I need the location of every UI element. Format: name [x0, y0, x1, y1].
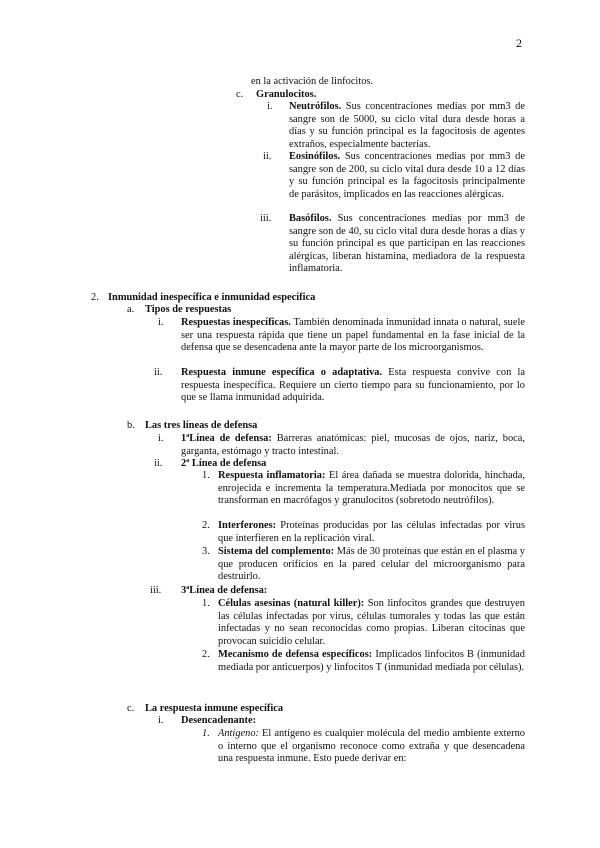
granulocitos-heading: Granulocitos.	[256, 89, 317, 100]
section-a-marker: a.	[127, 304, 135, 315]
respuesta-especifica-marker: ii.	[154, 367, 163, 378]
segunda-linea-marker: ii.	[154, 458, 163, 469]
section-2-marker: 2.	[91, 292, 99, 303]
celulas-asesinas-item: Células asesinas (natural killer): Son linfocitos grandes que destruyen las células infectadas por virus, células tumorales y todas las que están infectadas y no sean reconocidas como propias. Liberan citocinas que provocan suicidio celular.	[218, 598, 525, 647]
antigeno-marker: 1.	[202, 728, 210, 739]
desencadenante-marker: i.	[158, 715, 164, 726]
section-b-heading: Las tres líneas de defensa	[145, 420, 258, 431]
tercera-linea-heading: 3ªLínea de defensa:	[181, 585, 268, 596]
section-b-marker: b.	[127, 420, 135, 431]
primera-linea-marker: i.	[158, 433, 164, 444]
respuestas-inespecificas-item: Respuestas inespecíficas. También denominada inmunidad innata o natural, suele ser una respuesta rápida que tiene un papel fundamental en la fase inicial de la defensa que se desencadena ante la mayor parte de los microorganismos.	[181, 317, 525, 353]
section-2-heading: Inmunidad inespecífica e inmunidad específica	[108, 292, 316, 303]
respuesta-especifica-item: Respuesta inmune específica o adaptativa. Esta respuesta convive con la respuesta inespecífica. Requiere un cierto tiempo para su funcionamiento, por lo que se llama inmunidad adquirida.	[181, 367, 525, 403]
section-c-marker: c.	[127, 703, 135, 714]
page-number: 2	[516, 36, 522, 50]
section-a-heading: Tipos de respuestas	[145, 304, 232, 315]
desencadenante-heading: Desencadenante:	[181, 715, 257, 726]
segunda-linea-heading: 2ª Línea de defensa	[181, 458, 267, 469]
respuesta-inflamatoria-item: Respuesta inflamatoria: El área dañada se muestra dolorida, hinchada, enrojecida e incrementa la temperatura.Mediada por monocitos que se transforman en macrófagos y granulocitos (sobretodo neutrófilos).	[218, 470, 525, 506]
celulas-asesinas-marker: 1.	[202, 598, 210, 609]
tercera-linea-marker: iii.	[150, 585, 162, 596]
basofilos-marker: iii.	[260, 213, 272, 224]
interferones-item: Interferones: Proteínas producidas por las células infectadas por virus que interfieren en la replicación viral.	[218, 520, 525, 544]
respuesta-inflamatoria-marker: 1.	[202, 470, 210, 481]
eosinofilos-item: Eosinófilos. Sus concentraciones medias por mm3 de sangre son de 200, su ciclo vital dura desde 10 a 12 días y su función principal es la fagocitosis principalmente de parásitos, implicados en las reacciones alérgicas.	[289, 151, 525, 200]
neutrofilos-marker: i.	[267, 101, 273, 112]
antigeno-item: Antígeno: El antígeno es cualquier molécula del medio ambiente externo o interno que el organismo reconoce como extraña y que desencadena una respuesta inmune. Esto puede derivar en:	[218, 728, 525, 764]
eosinofilos-marker: ii.	[263, 151, 272, 162]
complemento-marker: 3.	[202, 546, 210, 557]
interferones-marker: 2.	[202, 520, 210, 531]
complemento-item: Sistema del complemento: Más de 30 proteínas que están en el plasma y que producen orificios en la pared celular del microorganismo para destruirlo.	[218, 546, 525, 582]
section-c-heading: La respuesta inmune específica	[145, 703, 284, 714]
granulocitos-marker: c.	[236, 89, 244, 100]
mecanismo-especifico-marker: 2.	[202, 649, 210, 660]
mecanismo-especifico-item: Mecanismo de defensa específicos: Implicados linfocitos B (inmunidad mediada por anticuerpos) y linfocitos T (inmunidad mediada por células).	[218, 649, 525, 673]
basofilos-item: Basófilos. Sus concentraciones medias por mm3 de sangre son de 40, su ciclo vital dura desde horas a días y su función principal es que participan en las reacciones alérgicas, liberan histamina, mediadora de la respuesta inflamatoria.	[289, 213, 525, 274]
primera-linea-item: 1ªLínea de defensa: Barreras anatómicas: piel, mucosas de ojos, nariz, boca, garganta, estómago y tracto intestinal.	[181, 433, 525, 457]
respuestas-inespecificas-marker: i.	[158, 317, 164, 328]
neutrofilos-item: Neutrófilos. Sus concentraciones medias por mm3 de sangre son de 5000, su ciclo vital dura desde horas a días y su función principal es la fagocitosis de agentes extraños, especialmente bacterias.	[289, 101, 525, 150]
continuation-text: en la activación de linfocitos.	[251, 76, 374, 87]
